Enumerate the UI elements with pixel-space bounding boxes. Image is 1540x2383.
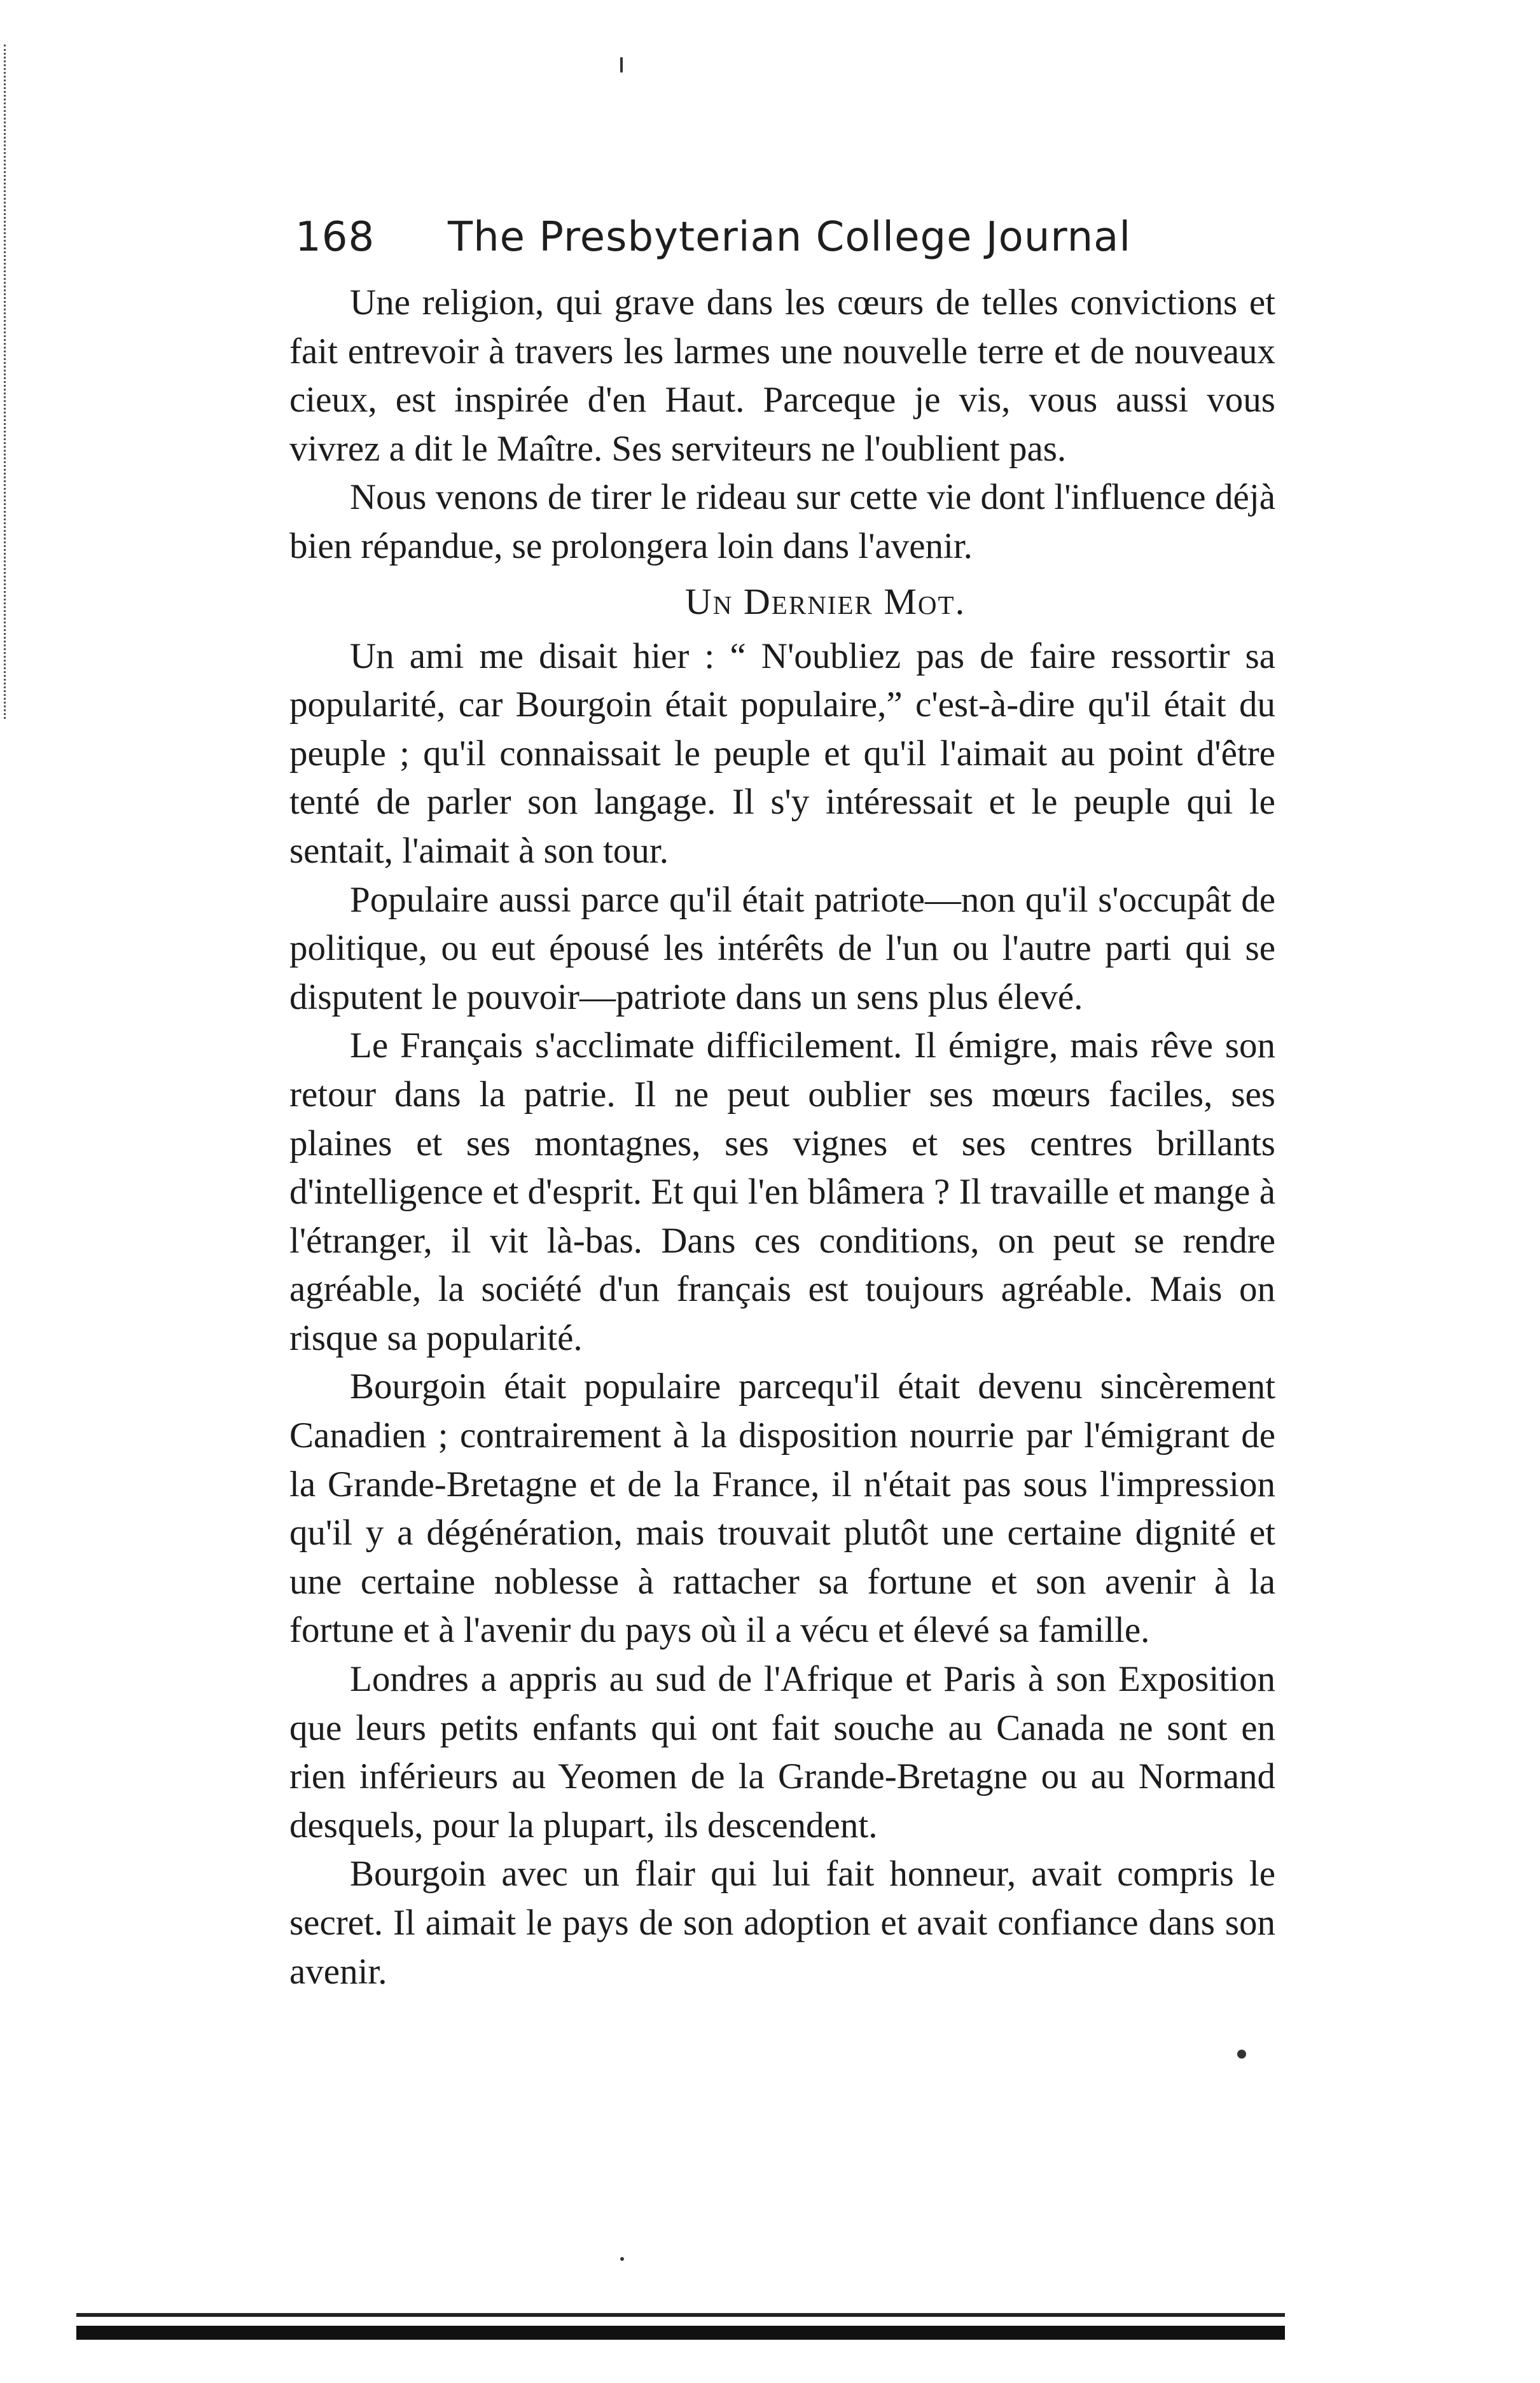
paragraph: Bourgoin était populaire parcequ'il était devenu sincèrement Canadien ; contrairement à la disposition nourrie par l'émigrant de la Grande-Bretagne et de la France, il n'était pas sous l'impression qu'il y a dégénération, mais trouvait plutôt une certaine dignité et une certaine noblesse à rattacher sa fortune et son avenir à la fortune et à l'avenir du pays où il a vécu et élevé sa famille. [289,1366,1275,1651]
ink-speck [620,57,623,73]
running-header [295,202,1287,272]
bottom-rule-thin [76,2313,1285,2317]
bottom-rule [76,2326,1285,2340]
paragraph: Londres a appris au sud de l'Afrique et Paris à son Exposition que leurs petits enfants qui ont fait souche au Canada ne sont en rien inférieurs au Yeomen de la Grande-Bretagne ou au Normand desquels, pour la plupart, ils descendent. [289,1659,1275,1845]
paragraph: Le Français s'acclimate difficilement. Il émigre, mais rêve son retour dans la patrie. Il ne peut oublier ses mœurs faciles, ses plaines et ses montagnes, ses vignes et ses centres brillants d'intelligence et d'esprit. Et qui l'en blâmera ? Il travaille et mange à l'étranger, il vit là-bas. Dans ces conditions, on peut se rendre agréable, la société d'un français est toujours agréable. Mais on risque sa popularité. [289,1025,1275,1358]
paragraph: Nous venons de tirer le rideau sur cette vie dont l'influence déjà bien répandue, se prolongera loin dans l'avenir. [289,477,1275,566]
paragraph: Un ami me disait hier : “ N'oubliez pas de faire ressortir sa popularité, car Bourgoin était populaire,” c'est-à-dire qu'il était du peuple ; qu'il connaissait le peuple et qu'il l'aimait au point d'être tenté de parler son langage. Il s'y intéressait et le peuple qui le sentait, l'aimait à son tour. [289,636,1275,871]
article-body [289,279,1275,1996]
paragraph: Une religion, qui grave dans les cœurs de telles convictions et fait entrevoir à travers les larmes une nouvelle terre et de nouveaux cieux, est inspirée d'en Haut. Parceque je vis, vous aussi vous vivrez a dit le Maître. Ses serviteurs ne l'oublient pas. [289,282,1275,469]
paragraph: Bourgoin avec un flair qui lui fait honneur, avait compris le secret. Il aimait le pays de son adoption et avait confiance dans son avenir. [289,1854,1275,1992]
ink-speck [1237,2050,1246,2059]
page-number: 168 [295,214,375,261]
journal-title: The Presbyterian College Journal [448,214,1132,261]
paragraph: Populaire aussi parce qu'il était patriote—non qu'il s'occupât de politique, ou eut épousé les intérêts de l'un ou l'autre parti qui se disputent le pouvoir—patriote dans un sens plus élevé. [289,879,1275,1017]
margin-scan-marks [4,45,25,719]
section-heading: Un Dernier Mot. [684,580,966,622]
ink-speck [620,2257,624,2261]
